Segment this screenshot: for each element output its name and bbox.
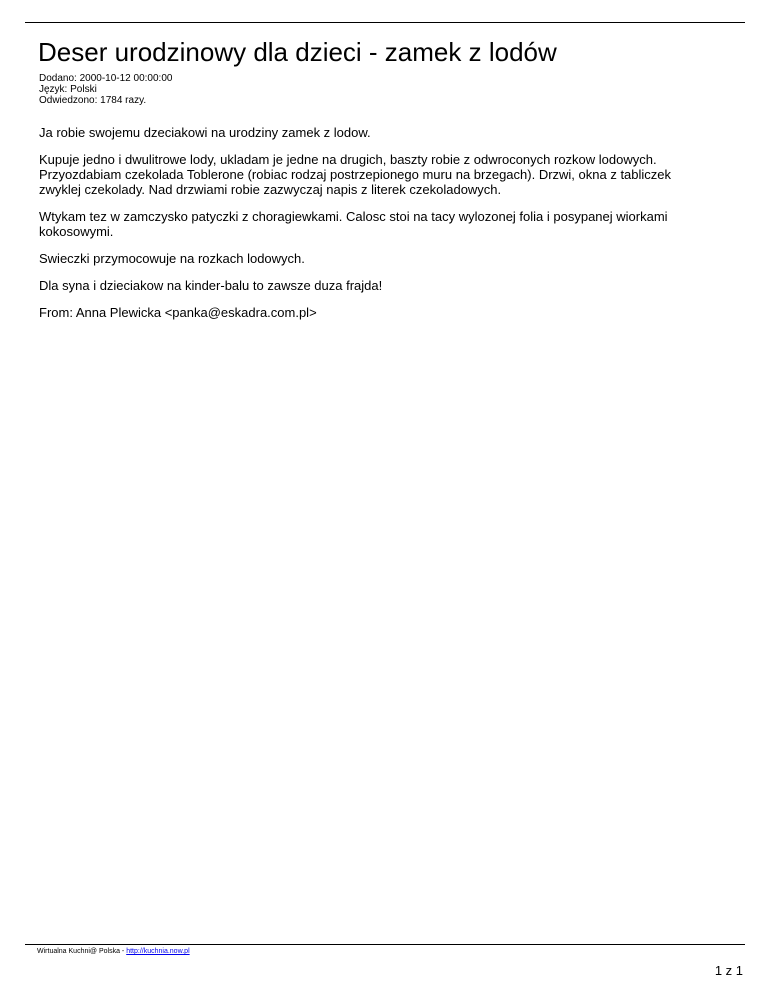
document-page xyxy=(25,0,745,994)
recipe-content xyxy=(39,125,689,332)
recipe-paragraph: Swieczki przymocowuje na rozkach lodowych. xyxy=(39,251,305,266)
recipe-paragraph: Ja robie swojemu dzeciakowi na urodziny zamek z lodow. xyxy=(39,125,371,140)
recipe-paragraph: Kupuje jedno i dwulitrowe lody, ukladam je jedne na drugich, baszty robie z odwroconych rozkow lodowych. Przyozdabiam czekolada Toblerone (robiac rodzaj postrzepionego muru na brzegach). Drzwi, okna z tabliczek zwyklej czekolady. Nad drzwiami robie zazwyczaj napis z literek czekoladowych. xyxy=(39,152,672,197)
visit-count: Odwiedzono: 1784 razy. xyxy=(39,95,147,106)
top-divider xyxy=(25,22,745,23)
recipe-paragraph: Wtykam tez w zamczysko patyczki z choragiewkami. Calosc stoi na tacy wylozonej folia i posypanej wiorkami kokosowymi. xyxy=(39,209,668,239)
bottom-divider xyxy=(25,944,745,945)
recipe-author: From: Anna Plewicka <panka@eskadra.com.pl> xyxy=(39,305,317,320)
recipe-title: Deser urodzinowy dla dzieci - zamek z lodów xyxy=(38,37,557,67)
footer-link[interactable]: http://kuchnia.now.pl xyxy=(126,948,190,955)
footer-site-text: Wirtualna Kuchni@ Polska - xyxy=(37,948,127,955)
page-number: 1 z 1 xyxy=(714,963,743,978)
recipe-paragraph: Dla syna i dzieciakow na kinder-balu to zawsze duza frajda! xyxy=(39,278,383,293)
added-date: Dodano: 2000-10-12 00:00:00 xyxy=(39,73,173,84)
recipe-metadata xyxy=(39,73,172,106)
language: Język: Polski xyxy=(39,84,97,95)
page-footer xyxy=(37,947,190,956)
